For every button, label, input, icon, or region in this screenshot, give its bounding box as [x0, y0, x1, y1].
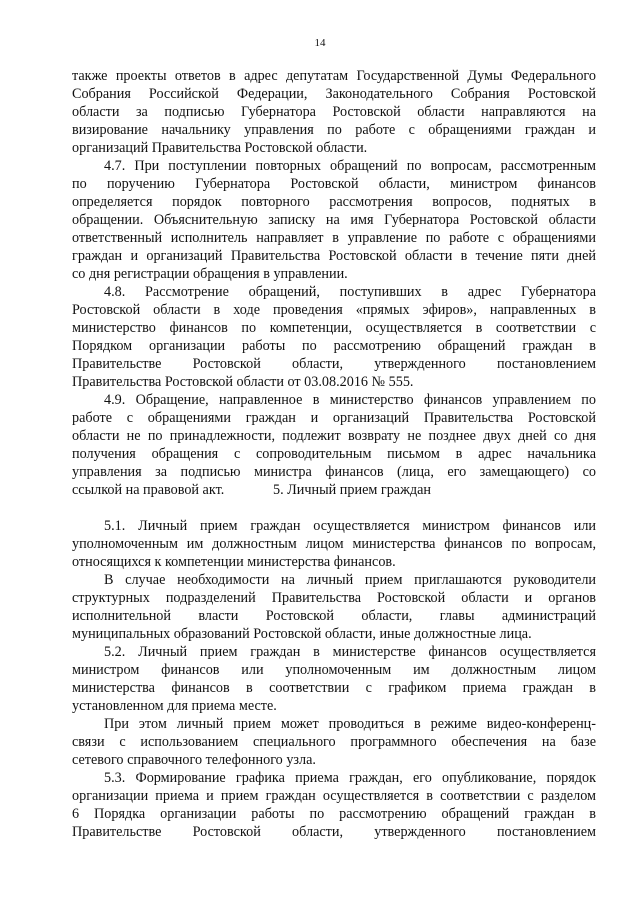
text-line: 6 Порядка организации работы по рассмотрению обращений граждан в: [72, 806, 596, 822]
text-line: по поручению Губернатора Ростовской области, министром финансов: [72, 176, 596, 192]
text-line: 4.8. Рассмотрение обращений, поступивших в адрес Губернатора: [104, 284, 596, 300]
text-line: граждан и организаций Правительства Ростовской области в течение пяти дней: [72, 248, 596, 264]
text-line: организации приема и прием граждан осуществляется в соответствии с разделом: [72, 788, 596, 804]
text-line: Собрания Российской Федерации, Законодательного Собрания Ростовской: [72, 86, 596, 102]
text-line: также проекты ответов в адрес депутатам Государственной Думы Федерального: [72, 68, 596, 84]
text-line: определяется порядок повторного рассмотрения вопросов, поднятых в: [72, 194, 596, 210]
text-line: работе с обращениями граждан и организаций Правительства Ростовской: [72, 410, 596, 426]
text-line: уполномоченным им должностным лицом министерства финансов по вопросам,: [72, 536, 596, 552]
text-line: установленном для приема месте.: [72, 698, 277, 714]
text-line: Правительства Ростовской области от 03.08.2016 № 555.: [72, 374, 414, 390]
text-line: ответственный исполнитель направляет в управление по работе с обращениями: [72, 230, 596, 246]
text-line: 5.1. Личный прием граждан осуществляется министром финансов или: [104, 518, 596, 534]
text-line: муниципальных образований Ростовской области, иные должностные лица.: [72, 626, 532, 642]
text-line: исполнительной власти Ростовской области, главы администраций: [72, 608, 596, 624]
text-line: ссылкой на правовой акт.: [72, 482, 225, 498]
text-line: связи с использованием специального программного обеспечения на базе: [72, 734, 596, 750]
text-line: области за подписью Губернатора Ростовской области направляются на: [72, 104, 596, 120]
page-number: 14: [314, 37, 326, 49]
text-line: управления за подписью министра финансов (лица, его замещающего) со: [72, 464, 596, 480]
text-line: относящихся к компетенции министерства финансов.: [72, 554, 396, 570]
text-line: Порядком организации работы по рассмотрению обращений граждан в: [72, 338, 596, 354]
text-line: структурных подразделений Правительства Ростовской области и органов: [72, 590, 596, 606]
section-heading: 5. Личный прием граждан: [272, 482, 432, 498]
text-line: В случае необходимости на личный прием приглашаются руководители: [104, 572, 596, 588]
text-line: 5.3. Формирование графика приема граждан, его опубликование, порядок: [104, 770, 596, 786]
text-line: 5.2. Личный прием граждан в министерстве финансов осуществляется: [104, 644, 596, 660]
text-line: 4.7. При поступлении повторных обращений по вопросам, рассмотренным: [104, 158, 596, 174]
text-line: области не по принадлежности, подлежит возврату не позднее двух дней со дня: [72, 428, 596, 444]
text-line: министром финансов или уполномоченным им должностным лицом: [72, 662, 596, 678]
text-line: сетевого справочного телефонного узла.: [72, 752, 316, 768]
text-line: Ростовской области в ходе проведения «прямых эфиров», направленных в: [72, 302, 596, 318]
text-line: визирование начальнику управления по работе с обращениями граждан и: [72, 122, 596, 138]
text-line: министерство финансов по компетенции, осуществляется в соответствии с: [72, 320, 596, 336]
text-line: со дня регистрации обращения в управлении.: [72, 266, 348, 282]
text-line: получения обращения с сопроводительным письмом в адрес начальника: [72, 446, 596, 462]
text-line: организаций Правительства Ростовской области.: [72, 140, 368, 156]
text-line: обращении. Объяснительную записку на имя Губернатора Ростовской области: [72, 212, 596, 228]
text-line: министерства финансов в соответствии с графиком приема граждан в: [72, 680, 596, 696]
text-line: Правительстве Ростовской области, утвержденного постановлением: [72, 824, 596, 840]
text-line: 4.9. Обращение, направленное в министерство финансов управлением по: [104, 392, 596, 408]
text-line: Правительстве Ростовской области, утвержденного постановлением: [72, 356, 596, 372]
text-line: При этом личный прием может проводиться в режиме видео-конференц-: [104, 716, 596, 732]
